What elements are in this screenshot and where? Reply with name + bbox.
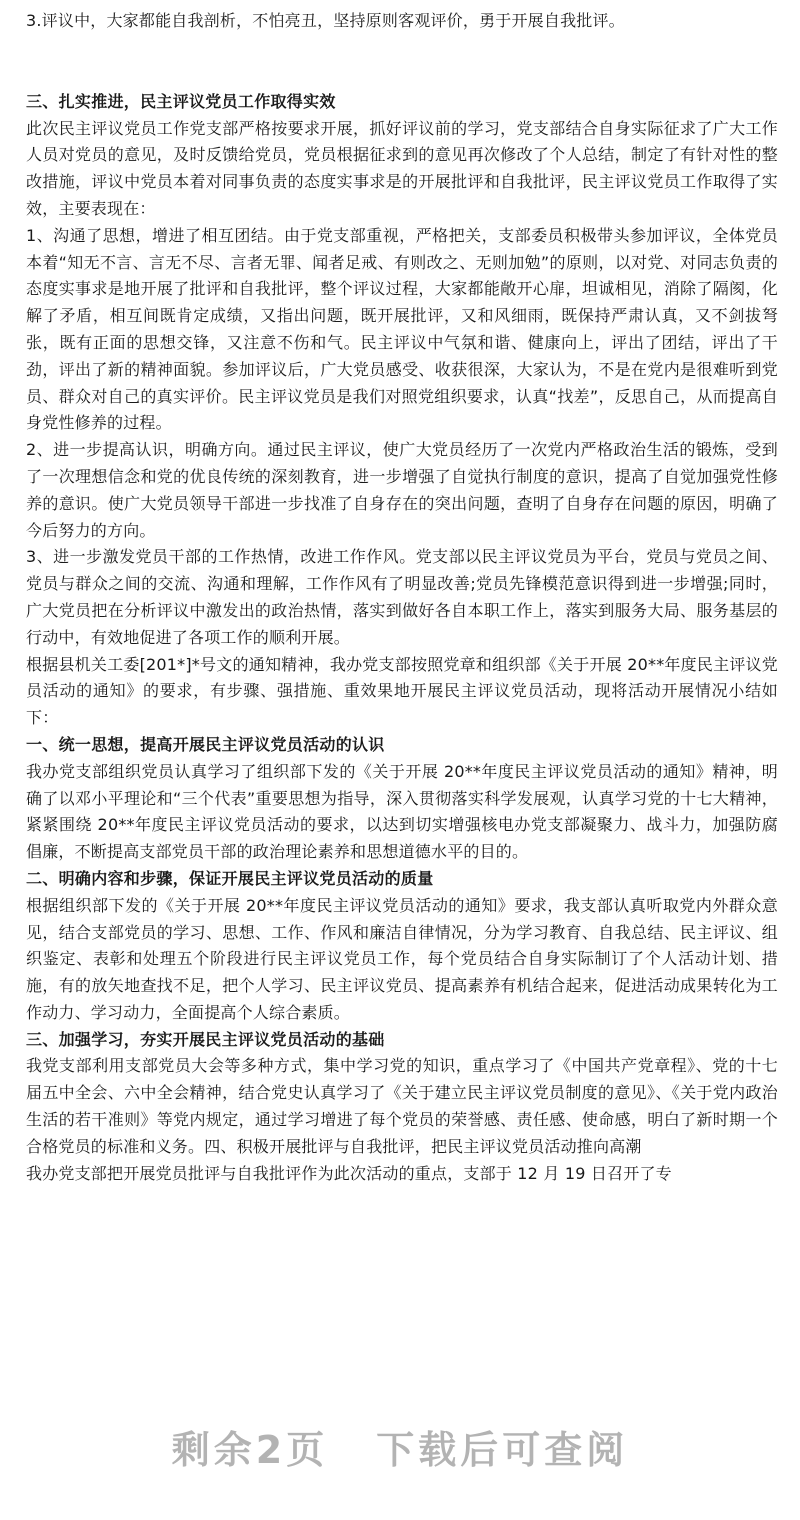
download-prompt-banner[interactable] bbox=[0, 1400, 800, 1492]
point-3: 3、进一步激发党员干部的工作热情，改进工作作风。党支部以民主评议党员为平台，党员与党员之间、党员与群众之间的交流、沟通和理解，工作作风有了明显改善;党员先锋模范意识得到进一步增强;同时，广大党员把在分析评议中激发出的政治热情，落实到做好各自本职工作上，落实到服务大局、服务基层的行动中，有效地促进了各项工作的顺利开展。 bbox=[26, 547, 778, 647]
download-prompt-text[interactable] bbox=[172, 1419, 628, 1474]
report-intro: 根据县机关工委[201*]*号文的通知精神，我办党支部按照党章和组织部《关于开展 20**年度民主评议党员活动的通知》的要求，有步骤、强措施、重效果地开展民主评议党员活动，现将活动开展情况小结如下： bbox=[26, 654, 778, 728]
part4-body: 我办党支部把开展党员批评与自我批评作为此次活动的重点，支部于 12 月 19 日召开了专 bbox=[26, 1163, 672, 1183]
part3-heading: 三、加强学习，夯实开展民主评议党员活动的基础 bbox=[26, 1029, 385, 1049]
point-1: 1、沟通了思想，增进了相互团结。由于党支部重视，严格把关，支部委员积极带头参加评议，全体党员本着“知无不言、言无不尽、言者无罪、闻者足戒、有则改之、无则加勉”的原则，以对党、对同志负责的态度实事求是地开展了批评和自我批评，整个评议过程，大家都能敞开心扉，坦诚相见，消除了隔阂，化解了矛盾，相互间既肯定成绩，又指出问题，既开展批评，又和风细雨，既保持严肃认真，又不剑拔弩张，既有正面的思想交锋，又注意不伤和气。民主评议中气氛和谐、健康向上，评出了团结，评出了干劲，评出了新的精神面貌。参加评议后，广大党员感受、收获很深，大家认为，不是在党内是很难听到党员、群众对自己的真实评价。民主评议党员是我们对照党组织要求，认真“找差”，反思自己，从而提高自身党性修养的过程。 bbox=[26, 225, 778, 433]
remaining-pages-label: 剩余2页 bbox=[171, 1427, 329, 1472]
document-page bbox=[26, 8, 778, 1187]
section3-heading: 三、扎实推进，民主评议党员工作取得实效 bbox=[26, 91, 336, 111]
paragraph-gap bbox=[26, 35, 778, 89]
point-2: 2、进一步提高认识，明确方向。通过民主评议，使广大党员经历了一次党内严格政治生活的锻炼，受到了一次理想信念和党的优良传统的深刻教育，进一步增强了自觉执行制度的意识，提高了自觉加强党性修养的意识。使广大党员领导干部进一步找准了自身存在的突出问题，查明了自身存在问题的原因，明确了今后努力的方向。 bbox=[26, 440, 778, 540]
top-line: 3.评议中，大家都能自我剖析，不怕亮丑，坚持原则客观评价，勇于开展自我批评。 bbox=[26, 11, 625, 30]
part1-heading: 一、统一思想，提高开展民主评议党员活动的认识 bbox=[26, 734, 385, 754]
part2-heading: 二、明确内容和步骤，保证开展民主评议党员活动的质量 bbox=[26, 868, 434, 888]
part1-body: 我办党支部组织党员认真学习了组织部下发的《关于开展 20**年度民主评议党员活动的通知》精神，明确了以邓小平理论和“三个代表”重要思想为指导，深入贯彻落实科学发展观，认真学习党的十七大精神，紧紧围绕 20**年度民主评议党员活动的要求，以达到切实增强核电办党支部凝聚力、战斗力，加强防腐倡廉，不断提高支部党员干部的政治理论素养和思想道德水平的目的。 bbox=[26, 761, 778, 862]
part3-body: 我党支部利用支部党员大会等多种方式，集中学习党的知识，重点学习了《中国共产党章程》、党的十七届五中全会、六中全会精神，结合党史认真学习了《关于建立民主评议党员制度的意见》、《关于党内政治生活的若干准则》等党内规定，通过学习增进了每个党员的荣誉感、责任感、使命感，明白了新时期一个合格党员的标准和义务。四、积极开展批评与自我批评，把民主评议党员活动推向高潮 bbox=[26, 1056, 778, 1156]
part2-body: 根据组织部下发的《关于开展 20**年度民主评议党员活动的通知》要求，我支部认真听取党内外群众意见，结合支部党员的学习、思想、工作、作风和廉洁自律情况，分为学习教育、自我总结、民主评议、组织鉴定、表彰和处理五个阶段进行民主评议党员工作，每个党员结合自身实际制订了个人活动计划、措施，有的放矢地查找不足，把个人学习、民主评议党员、提高素养有机结合起来，促进活动成果转化为工作动力、学习动力，全面提高个人综合素质。 bbox=[26, 895, 778, 1022]
download-hint-label: 下载后可查阅 bbox=[376, 1427, 629, 1472]
section3-intro: 此次民主评议党员工作党支部严格按要求开展，抓好评议前的学习，党支部结合自身实际征求了广大工作人员对党员的意见，及时反馈给党员，党员根据征求到的意见再次修改了个人总结，制定了有针对性的整改措施，评议中党员本着对同事负责的态度实事求是的开展批评和自我批评，民主评议党员工作取得了实效，主要表现在： bbox=[26, 118, 778, 218]
